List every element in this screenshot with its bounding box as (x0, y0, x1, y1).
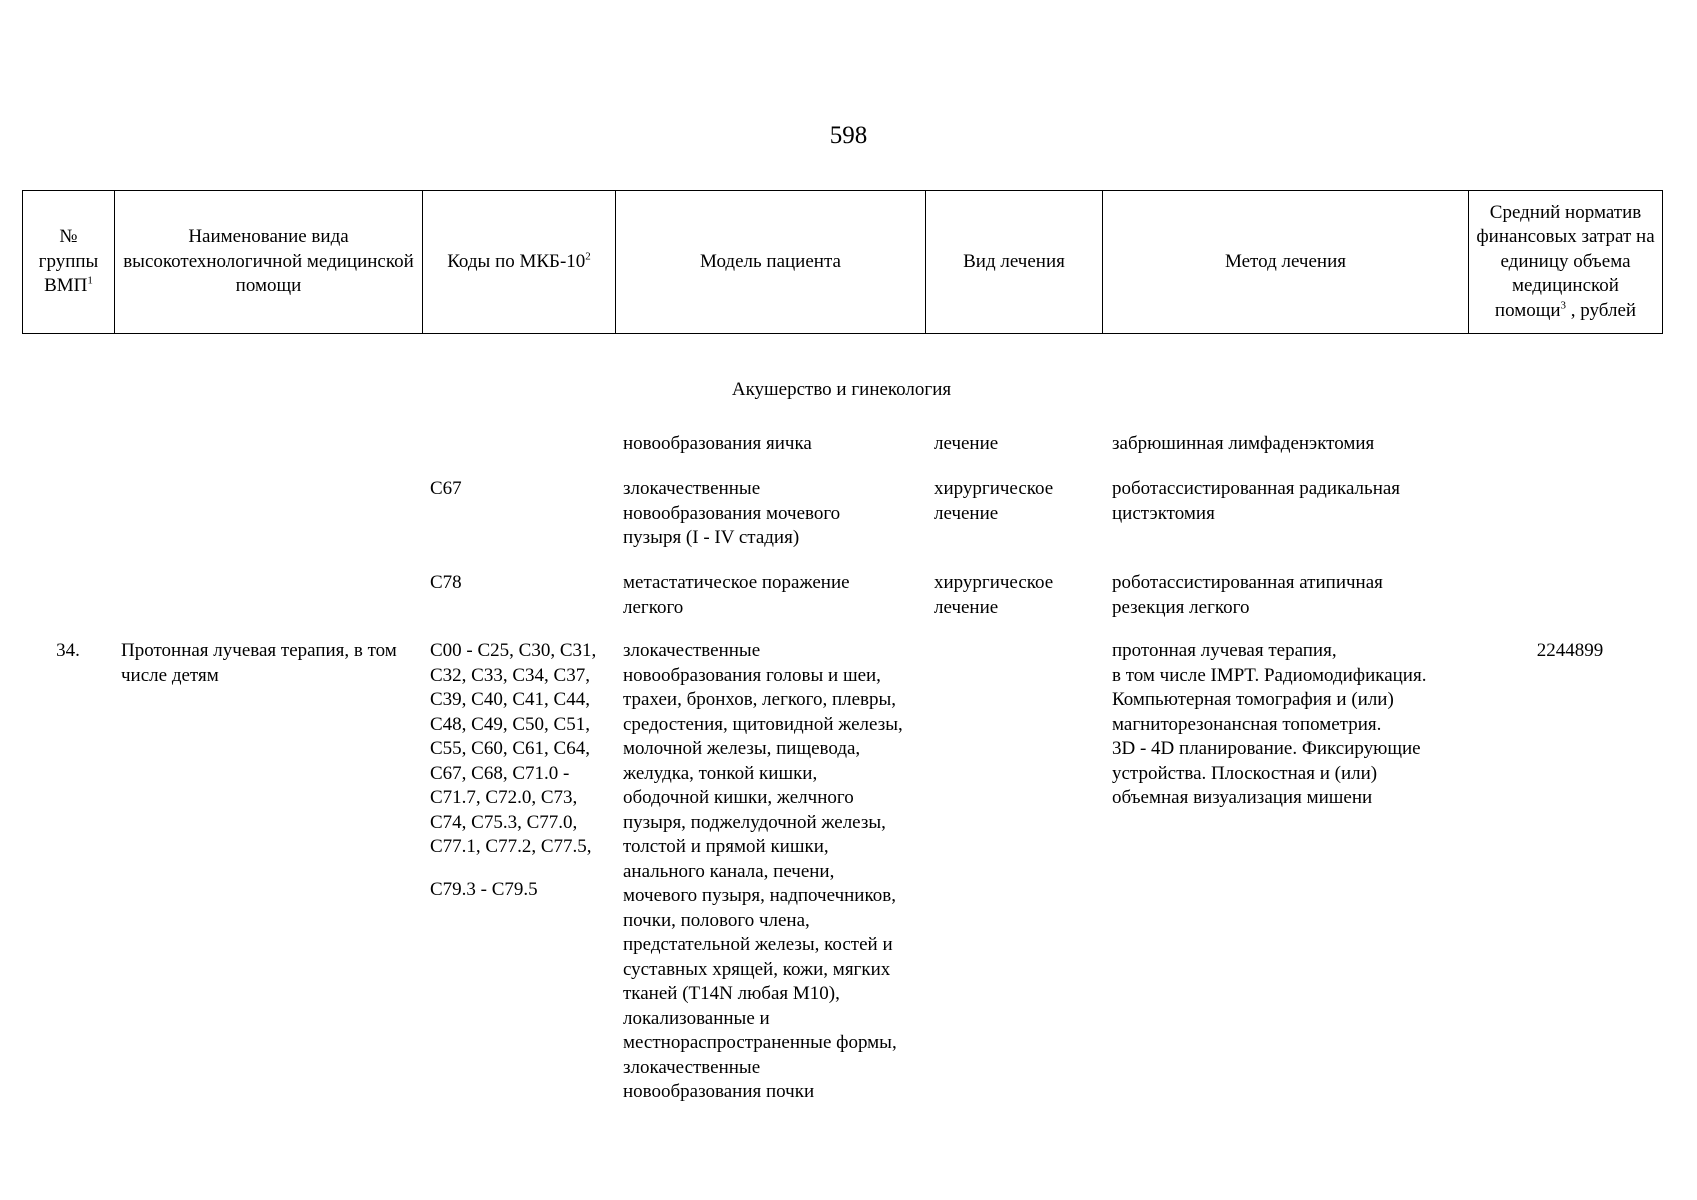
header-care-type-name: Наименование вида высокотехнологичной медицинской помощи (115, 191, 423, 334)
header-patient-model: Модель пациента (616, 191, 926, 334)
header-icd-codes: Коды по МКБ-$10^2$ (423, 191, 616, 334)
row-3-icd-codes-extra: C79.3 - C79.5 (430, 879, 538, 900)
section-title: Акушерство и гинекология (731, 379, 952, 400)
row-0-treatment-method: забрюшинная лимфаденэктомия (1112, 433, 1375, 454)
row-3-patient-model: злокачественные новообразования головы и шеи, трахеи, бронхов, легкого, плевры, средостения, щитовидной железы, молочной железы, пищевода, желудка, тонкой кишки, ободочной кишки, желчного пузыря, поджелудочной железы, толстой и прямой кишки, анального канала, печени, мочевого пузыря, надпочечников, почки, полового члена, предстательной железы, костей и суставных хрящей, кожи, мягких тканей (T14N любая M10), локализованные и местнораспространенные формы, злокачественные новообразования почки (623, 640, 903, 1102)
row-1-treatment-type: хирургическое лечение (934, 478, 1054, 524)
row-1-patient-model: злокачественные новообразования мочевого пузыря (I - IV стадия) (623, 478, 841, 548)
header-group-number: № группы ВМП$^1$ (23, 191, 115, 334)
row-3-treatment-method: протонная лучевая терапия, в том числе IMPT. Радиомодификация. Компьютерная томография и (или) магниторезонансная топометрия. 3D - 4D планирование. Фиксирующие устройства. Плоскостная и (или) объемная визуализация мишени (1112, 640, 1427, 808)
header-treatment-method: Метод лечения (1103, 191, 1469, 334)
row-3-group-number: 34. (56, 640, 80, 661)
row-2-patient-model: метастатическое поражение легкого (623, 572, 850, 618)
row-1-icd-codes: C67 (430, 478, 462, 499)
row-2-treatment-type: хирургическое лечение (934, 572, 1054, 618)
row-0-patient-model: новообразования яичка (623, 433, 812, 454)
row-3-care-type-name: Протонная лучевая терапия, в том числе детям (121, 640, 397, 686)
row-2-treatment-method: роботассистированная атипичная резекция легкого (1112, 572, 1383, 618)
page-number: 598 (829, 122, 868, 149)
row-3-cost-norm: 2244899 (1536, 640, 1604, 661)
row-3-icd-codes: C00 - C25, C30, C31, C32, C33, C34, C37, C39, C40, C41, C44, C48, C49, C50, C51, C55, C60, C61, C64, C67, C68, C71.0 - C71.7, C72.0, C73, C74, C75.3, C77.0, C77.1, C77.2, C77.5, (430, 640, 597, 857)
header-cost-norm: Средний норматив финансовых затрат на единицу объема медицинской помощи$^3$ , рублей (1469, 191, 1663, 334)
row-1-treatment-method: роботассистированная радикальная цистэктомия (1112, 478, 1401, 524)
table-header (22, 190, 1663, 334)
row-2-icd-codes: C78 (430, 572, 462, 593)
row-0-treatment-type: лечение (934, 433, 999, 454)
header-treatment-type: Вид лечения (926, 191, 1103, 334)
